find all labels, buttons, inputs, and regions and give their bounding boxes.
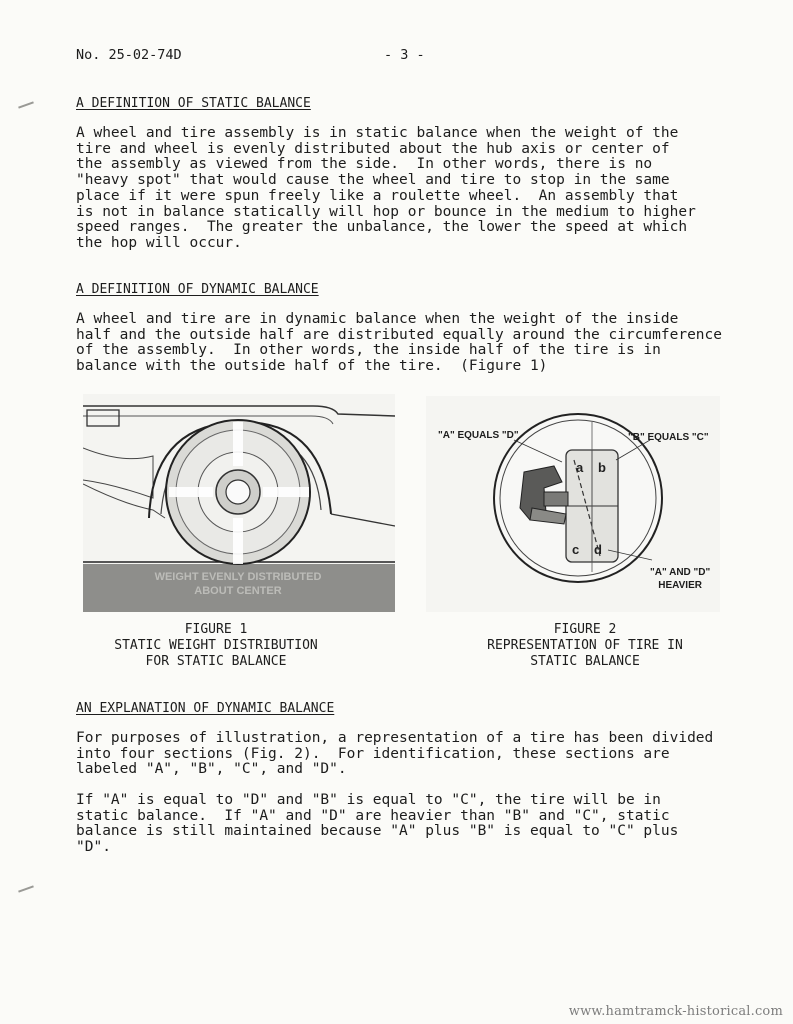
text-line: the hop will occur. [76,234,242,251]
text-line: balance is still maintained because "A" plus "B" is equal to "C" plus [76,823,679,840]
caption-line: REPRESENTATION OF TIRE IN [487,638,683,653]
text-line: labeled "A", "B", "C", and "D". [76,761,347,778]
document-number: No. 25-02-74D [76,47,182,63]
text-line: static balance. If "A" and "D" are heavier than "B" and "C", static [76,807,670,824]
fig1-overlay-line: WEIGHT EVENLY DISTRIBUTED [154,571,322,583]
figure-1-caption [83,622,349,670]
label-a-equals-d: "A" EQUALS "D" [438,430,519,441]
text-line: "heavy spot" that would cause the wheel and tire to stop in the same [76,172,670,189]
text-line: place if it were spun freely like a roulette wheel. An assembly that [76,187,679,204]
section-letter-c: c [572,542,580,557]
text-line: speed ranges. The greater the unbalance, the lower the speed at which [76,219,688,236]
text-line: into four sections (Fig. 2). For identification, these sections are [76,745,670,762]
text-line: A wheel and tire assembly is in static balance when the weight of the [76,125,679,141]
page-number: - 3 - [384,47,425,63]
text-line: the assembly as viewed from the side. In other words, there is no [76,156,653,173]
text-line: half and the outside half are distributed equally around the circumference [76,326,723,343]
caption-line: STATIC BALANCE [530,654,640,669]
section-letter-a: a [576,460,584,475]
car-wheel-drawing [83,394,395,612]
figure-2-caption [452,622,718,670]
text-line: of the assembly. In other words, the inside half of the tire is in [76,342,661,359]
text-line: balance with the outside half of the tire. (Figure 1) [76,358,548,375]
text-line: tire and wheel is evenly distributed about the hub axis or center of [76,140,670,157]
label-b-equals-c: "B" EQUALS "C" [628,432,709,443]
text-line: A wheel and tire are in dynamic balance when the weight of the inside [76,311,679,327]
text-line: If "A" is equal to "D" and "B" is equal to "C", the tire will be in [76,792,661,808]
fig1-overlay-line: ABOUT CENTER [194,585,282,597]
static-balance-paragraph [76,126,696,252]
caption-line: STATIC WEIGHT DISTRIBUTION [114,638,318,653]
label-a-and-d-heavier [650,566,710,592]
section-letter-d: d [594,542,602,557]
figure-1-illustration [83,394,395,612]
label-line: HEAVIER [658,580,702,591]
section-letter-b: b [598,460,606,475]
margin-mark-bottom [18,885,34,892]
caption-line: FIGURE 1 [184,622,248,637]
website-watermark: www.hamtramck-historical.com [568,1004,783,1019]
dynamic-balance-paragraph [76,312,722,375]
caption-line: FOR STATIC BALANCE [145,654,287,669]
margin-mark-top [18,101,34,108]
dynamic-balance-heading: A DEFINITION OF DYNAMIC BALANCE [76,282,319,297]
text-line: "D". [76,839,111,856]
text-line: For purposes of illustration, a representation of a tire has been divided [76,730,714,746]
caption-line: FIGURE 2 [553,622,617,637]
label-line: "A" AND "D" [650,567,711,578]
dynamic-explanation-paragraph-1 [76,731,713,778]
text-line: is not in balance statically will hop or bounce in the medium to higher [76,203,696,220]
dynamic-explanation-paragraph-2 [76,793,678,856]
dynamic-explanation-heading: AN EXPLANATION OF DYNAMIC BALANCE [76,701,335,716]
static-balance-heading: A DEFINITION OF STATIC BALANCE [76,96,311,111]
